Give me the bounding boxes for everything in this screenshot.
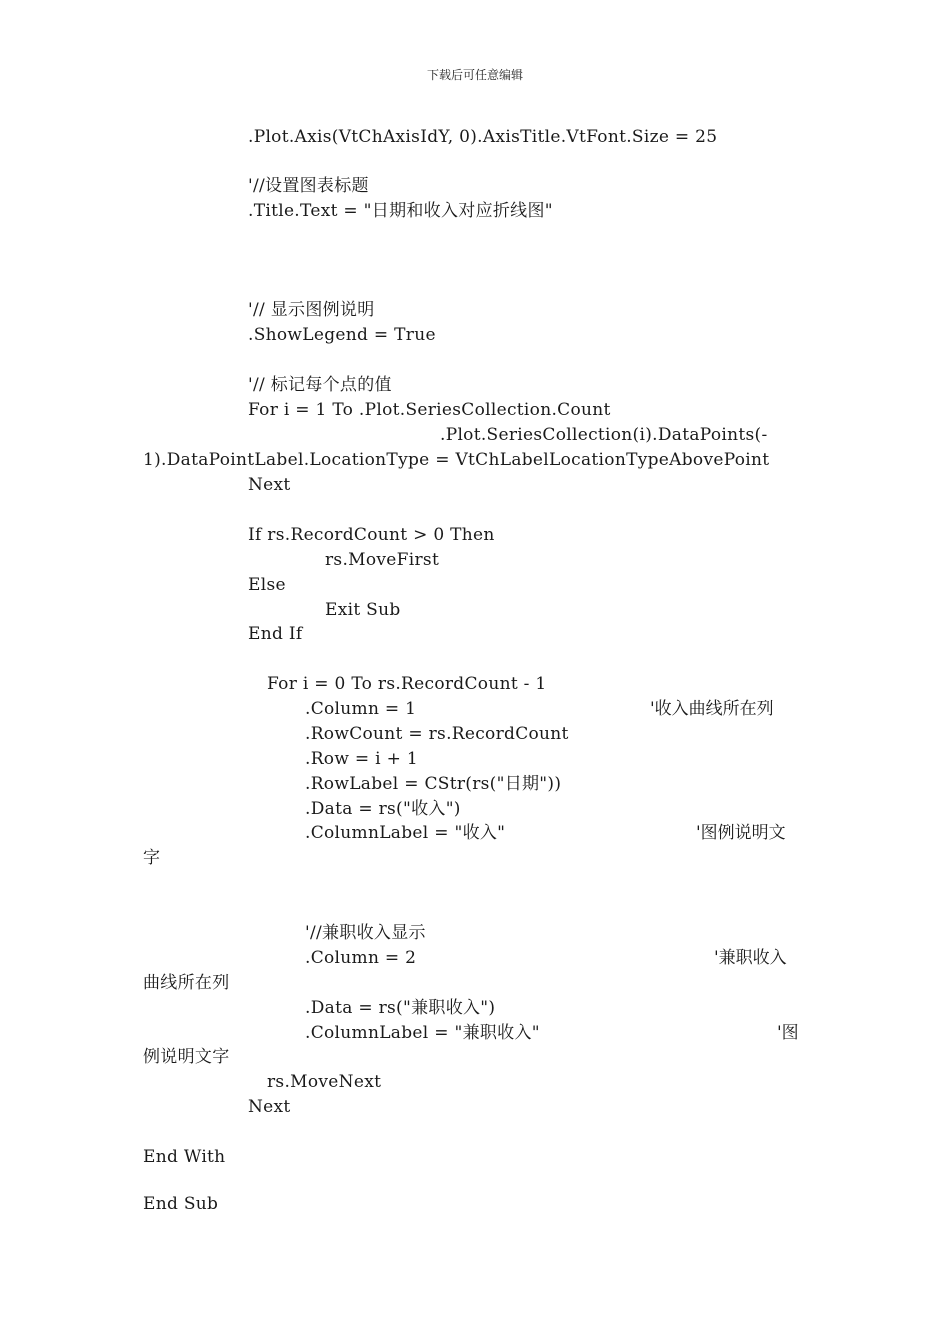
code-line: .Data = rs("收入") bbox=[305, 799, 461, 819]
code-line: rs.MoveNext bbox=[267, 1072, 382, 1092]
code-line: .Column = 2 bbox=[305, 948, 417, 968]
code-comment-wrap: 曲线所在列 bbox=[143, 973, 230, 993]
code-line: .RowLabel = CStr(rs("日期")) bbox=[305, 774, 562, 794]
code-line: .Column = 1 bbox=[305, 699, 417, 719]
code-line: If rs.RecordCount > 0 Then bbox=[248, 525, 495, 545]
code-line: .Plot.Axis(VtChAxisIdY, 0).AxisTitle.VtFont.Size = 25 bbox=[248, 127, 718, 147]
code-line: For i = 1 To .Plot.SeriesCollection.Count bbox=[248, 400, 611, 420]
code-comment: '// 显示图例说明 bbox=[248, 300, 375, 320]
code-line: End With bbox=[143, 1147, 226, 1167]
page-header: 下载后可任意编辑 bbox=[426, 68, 523, 82]
code-comment: '// 标记每个点的值 bbox=[248, 375, 392, 395]
code-line: .ShowLegend = True bbox=[248, 325, 436, 345]
code-line: .Title.Text = "日期和收入对应折线图" bbox=[248, 201, 553, 221]
code-comment: '//设置图表标题 bbox=[248, 176, 369, 196]
code-line: rs.MoveFirst bbox=[325, 550, 440, 570]
code-comment-wrap: 例说明文字 bbox=[143, 1047, 230, 1067]
code-line: Next bbox=[248, 1097, 291, 1117]
code-comment: '兼职收入 bbox=[714, 948, 787, 968]
code-line: .Plot.SeriesCollection(i).DataPoints(- bbox=[440, 425, 768, 445]
code-comment: '//兼职收入显示 bbox=[305, 923, 426, 943]
code-line: .Data = rs("兼职收入") bbox=[305, 998, 496, 1018]
code-comment: '图 bbox=[777, 1023, 799, 1043]
code-line: For i = 0 To rs.RecordCount - 1 bbox=[267, 674, 547, 694]
code-line: .Row = i + 1 bbox=[305, 749, 418, 769]
code-line: .RowCount = rs.RecordCount bbox=[305, 724, 569, 744]
code-comment: '收入曲线所在列 bbox=[650, 699, 774, 719]
code-line: End Sub bbox=[143, 1194, 219, 1214]
code-line: 1).DataPointLabel.LocationType = VtChLabelLocationTypeAbovePoint bbox=[143, 450, 770, 470]
code-line: .ColumnLabel = "兼职收入" bbox=[305, 1023, 540, 1043]
code-line: Next bbox=[248, 475, 291, 495]
code-comment-wrap: 字 bbox=[143, 848, 161, 868]
code-line: Else bbox=[248, 575, 286, 595]
code-line: End If bbox=[248, 624, 303, 644]
code-line: Exit Sub bbox=[325, 600, 401, 620]
code-comment: '图例说明文 bbox=[696, 823, 786, 843]
code-line: .ColumnLabel = "收入" bbox=[305, 823, 506, 843]
